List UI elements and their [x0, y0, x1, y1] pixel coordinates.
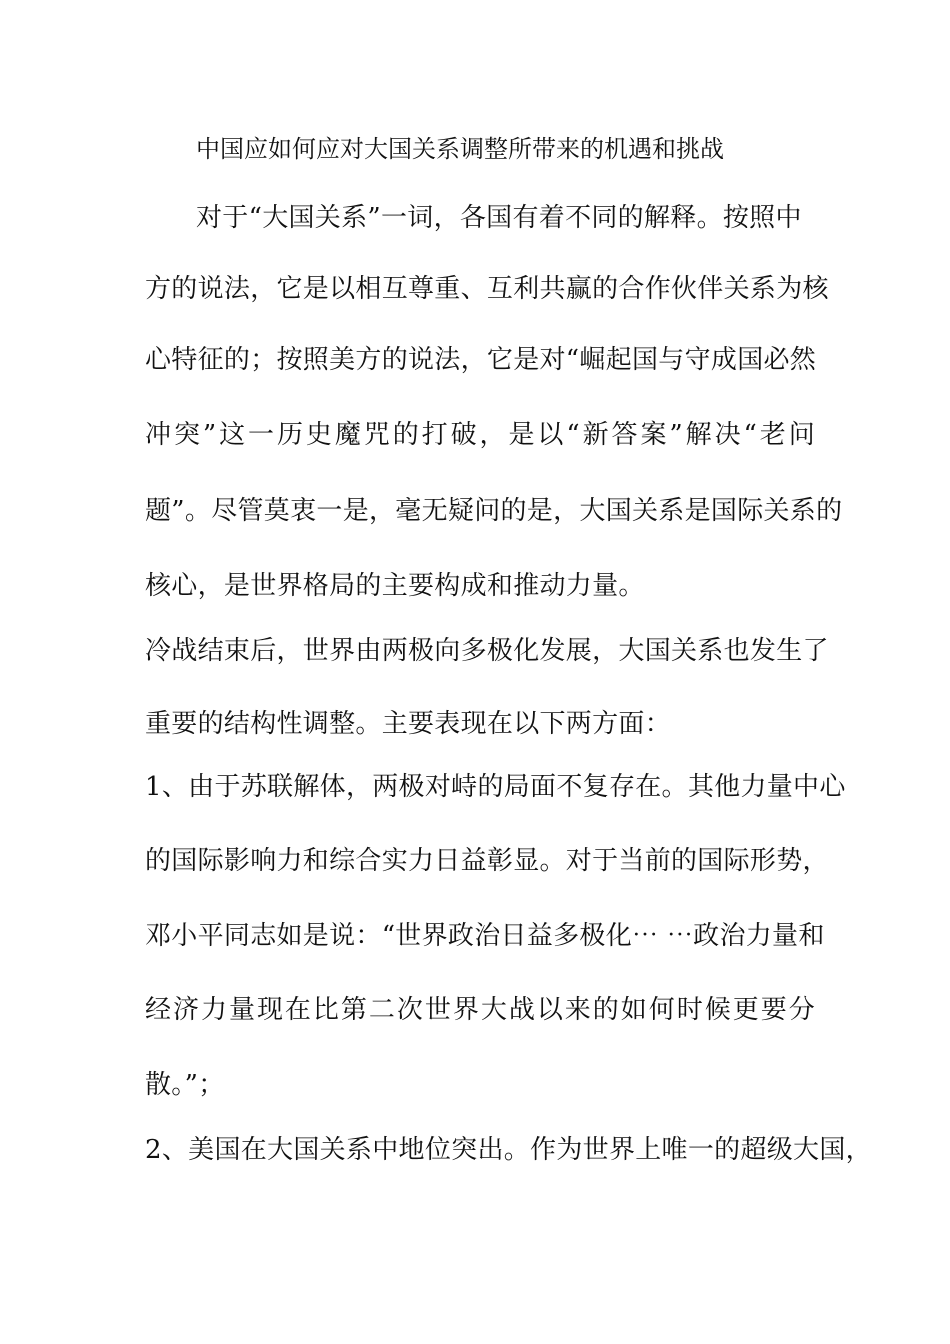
text-line-4: 冲突”这一历史魔咒的打破，是以“新答案”解决“老问 — [145, 420, 815, 450]
text-line-14: 2、美国在大国关系中地位突出。作为世界上唯一的超级大国， — [145, 1135, 872, 1165]
text-line-1: 对于“大国关系”一词，各国有着不同的解释。按照中 — [196, 203, 802, 233]
text-line-12: 经济力量现在比第二次世界大战以来的如何时候更要分 — [145, 995, 815, 1025]
text-line-2: 方的说法，它是以相互尊重、互利共赢的合作伙伴关系为核 — [145, 274, 829, 304]
text-line-7: 冷战结束后，世界由两极向多极化发展，大国关系也发生了 — [145, 636, 829, 666]
text-line-3: 心特征的；按照美方的说法，它是对“崛起国与守成国必然 — [145, 345, 817, 375]
text-line-11: 邓小平同志如是说：“世界政治日益多极化⋯ ⋯政治力量和 — [145, 921, 825, 951]
text-line-8: 重要的结构性调整。主要表现在以下两方面： — [145, 709, 672, 739]
text-line-10: 的国际影响力和综合实力日益彰显。对于当前的国际形势， — [145, 846, 829, 876]
document-title: 中国应如何应对大国关系调整所带来的机遇和挑战 — [196, 135, 724, 163]
text-line-5: 题”。尽管莫衷一是，毫无疑问的是，大国关系是国际关系的 — [145, 496, 843, 526]
text-line-9: 1、由于苏联解体，两极对峙的局面不复存在。其他力量中心 — [145, 772, 846, 802]
text-line-6: 核心，是世界格局的主要构成和推动力量。 — [145, 571, 645, 601]
text-line-13: 散。”； — [145, 1070, 225, 1100]
